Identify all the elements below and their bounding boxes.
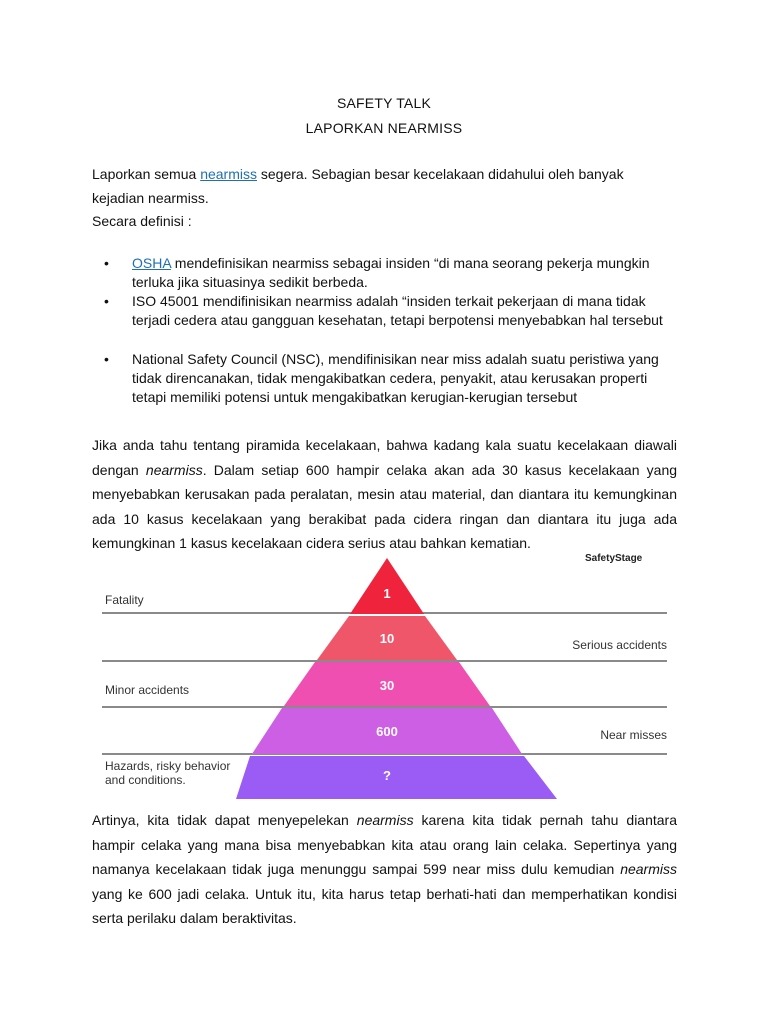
- label-near-misses: Near misses: [600, 728, 667, 742]
- paragraph-emphasis: nearmiss: [145, 461, 203, 478]
- pyramid-paragraph: [92, 433, 677, 556]
- document-subtitle: LAPORKAN NEARMISS: [305, 120, 463, 136]
- intro-paragraph: [92, 162, 677, 210]
- conclusion-paragraph: [92, 808, 677, 931]
- paragraph-text: Artinya, kita tidak dapat menyepelekan: [92, 812, 357, 828]
- accident-pyramid-figure: [92, 548, 677, 800]
- tier-value: 30: [379, 678, 395, 693]
- bullet-icon: •: [104, 351, 109, 367]
- list-item: [104, 350, 677, 407]
- paragraph-text: karena kita tidak pernah tahu diantara hampir celaka yang mana bisa menyebabkan kita atau orang lain celaka. Sepertinya yang namanya kecelakaan tidak juga menunggu sampai 599 near miss dulu kemudian: [92, 812, 678, 877]
- paragraph-text: . Dalam setiap 600 hampir celaka akan ada 30 kasus kecelakaan yang menyebabkan kerusakan pada peralatan, mesin atau material, dan diantara itu kemungkinan ada 10 kasus kecelakaan yang berakibat pada cidera ringan dan diantara itu juga ada kemungkinan 1 kasus kecelakaan cidera serius atau bahkan kematian.: [92, 461, 678, 551]
- label-serious-accidents: Serious accidents: [572, 638, 667, 652]
- bullet-text: mendefinisikan nearmiss sebagai insiden “di mana seorang pekerja mungkin terluka jika situasinya sedikit berbeda.: [132, 255, 650, 290]
- document-title: SAFETY TALK: [336, 95, 431, 111]
- bullet-text: National Safety Council (NSC), mendifinisikan near miss adalah suatu peristiwa yang tidak direncanakan, tidak mengakibatkan cedera, penyakit, atau kerusakan properti tetapi memiliki potensi untuk mengakibatkan kerugian-kerugian tersebut: [132, 351, 659, 405]
- paragraph-emphasis: nearmiss: [620, 861, 677, 877]
- pyramid-tier-hazards: [236, 756, 557, 799]
- paragraph-text: yang ke 600 jadi celaka. Untuk itu, kita harus tetap berhati-hati dan memperhatikan kondisi serta perilaku dalam beraktivitas.: [92, 885, 677, 926]
- label-fatality: Fatality: [105, 593, 144, 607]
- bullet-icon: •: [104, 293, 109, 309]
- osha-link[interactable]: OSHA: [132, 255, 171, 271]
- brand-logo-text: SafetyStage: [585, 553, 643, 564]
- tier-value: ?: [383, 768, 391, 783]
- label-hazards-cont: and conditions.: [105, 773, 186, 787]
- bullet-icon: •: [104, 255, 109, 271]
- tier-value: 1: [383, 586, 391, 601]
- tier-value: 600: [376, 724, 398, 739]
- bullet-text: ISO 45001 mendifinisikan nearmiss adalah “insiden terkait pekerjaan di mana tidak terjadi cedera atau gangguan kesehatan, tetapi berpotensi menyebabkan hal tersebut: [132, 293, 663, 328]
- intro-text-start: Laporkan semua: [92, 166, 201, 182]
- paragraph-emphasis: nearmiss: [356, 812, 414, 828]
- intro-text-end: segera. Sebagian besar kecelakaan didahului oleh banyak kejadian nearmiss.: [92, 166, 624, 206]
- pyramid-graphic: [92, 548, 677, 800]
- label-minor-accidents: Minor accidents: [105, 683, 190, 697]
- tier-value: 10: [379, 631, 395, 646]
- list-item: [104, 292, 677, 330]
- list-item: [104, 254, 677, 292]
- paragraph-text: Jika anda tahu tentang piramida kecelakaan, bahwa kadang kala suatu kecelakaan diawali dengan: [92, 437, 677, 478]
- label-hazards: Hazards, risky behavior: [105, 759, 231, 773]
- nearmiss-link[interactable]: nearmiss: [200, 166, 257, 182]
- definitions-label: Secara definisi :: [92, 213, 192, 229]
